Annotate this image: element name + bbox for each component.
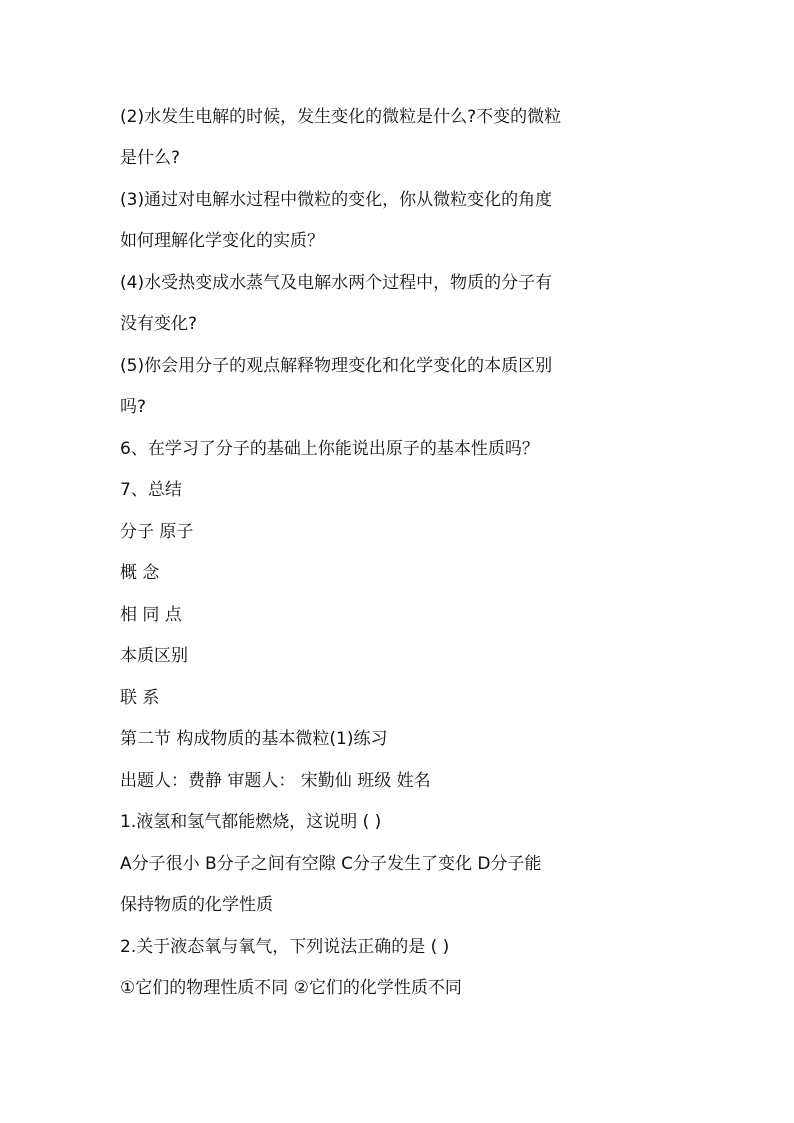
- question-4-line-1: (4)水受热变成水蒸气及电解水两个过程中，物质的分子有: [120, 273, 553, 293]
- exercise-title: 第二节 构成物质的基本微粒(1)练习: [120, 729, 388, 749]
- question-2-line-1: (2)水发生电解的时候，发生变化的微粒是什么?不变的微粒: [120, 107, 562, 127]
- exercise-question-2-options: ①它们的物理性质不同 ②它们的化学性质不同: [120, 978, 462, 998]
- question-5-line-1: (5)你会用分子的观点解释物理变化和化学变化的本质区别: [120, 356, 553, 376]
- exercise-question-1: 1.液氢和氢气都能燃烧，这说明 ( ): [120, 812, 382, 832]
- question-4-line-2: 没有变化?: [120, 314, 198, 334]
- summary-row-relation: 联 系: [120, 688, 160, 708]
- question-2-line-2: 是什么?: [120, 148, 181, 168]
- exercise-question-1-options-line-1: A分子很小 B分子之间有空隙 C分子发生了变化 D分子能: [120, 854, 542, 874]
- question-3-line-2: 如何理解化学变化的实质？: [120, 231, 324, 251]
- summary-heading: 7、总结: [120, 480, 182, 500]
- summary-row-concept: 概 念: [120, 563, 160, 583]
- summary-columns: 分子 原子: [120, 522, 194, 542]
- question-3-line-1: (3)通过对电解水过程中微粒的变化，你从微粒变化的角度: [120, 190, 553, 210]
- summary-row-difference: 本质区别: [120, 646, 188, 666]
- exercise-question-1-options-line-2: 保持物质的化学性质: [120, 895, 273, 915]
- summary-row-similarity: 相 同 点: [120, 605, 182, 625]
- exercise-question-2: 2.关于液态氧与氧气，下列说法正确的是 ( ): [120, 937, 450, 957]
- question-5-line-2: 吗?: [120, 397, 147, 417]
- exercise-author-line: 出题人：费静 审题人： 宋勤仙 班级 姓名: [120, 771, 431, 791]
- item-6-line: 6、在学习了分子的基础上你能说出原子的基本性质吗？: [120, 439, 539, 459]
